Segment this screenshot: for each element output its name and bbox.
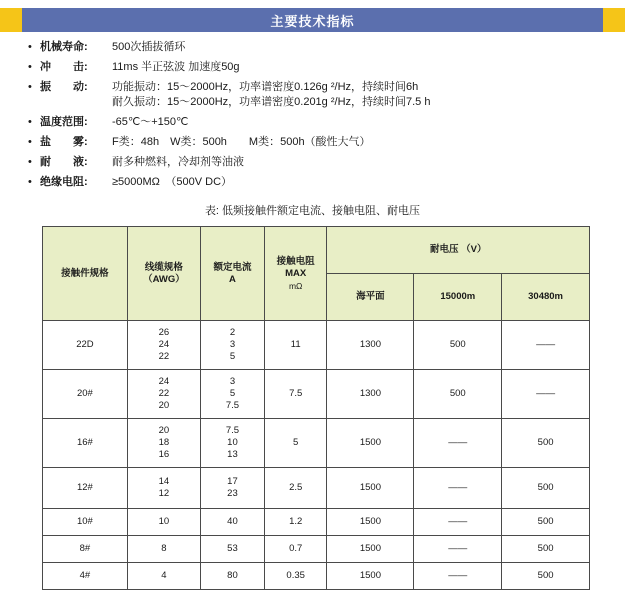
current-value: 3 (229, 376, 236, 387)
cell-altitude-15000m: 500 (414, 370, 502, 419)
table-header (43, 227, 590, 321)
spec-value-line-1: 功能振动：15～2000Hz，功率谱密度0.126g ²/Hz，持续时间6h (112, 81, 419, 93)
table-row (43, 419, 590, 468)
table-row (43, 468, 590, 509)
table-row (43, 509, 590, 536)
spec-value: ≥5000MΩ （500V DC） (112, 176, 233, 188)
cell-contact-spec: 8# (43, 536, 128, 563)
current-value: 7.5 (225, 425, 240, 436)
cell-wire-spec (127, 419, 200, 468)
spec-item-fluid-resistance (28, 155, 608, 170)
cell-rated-current (201, 370, 265, 419)
current-value: 5 (229, 388, 236, 399)
cell-contact-spec: 4# (43, 563, 128, 590)
cell-rated-current: 53 (201, 536, 265, 563)
cell-contact-resistance: 1.2 (264, 509, 327, 536)
spec-value: F类：48h W类：500h M类：500h（酸性大气） (112, 136, 371, 148)
cell-contact-resistance: 11 (264, 321, 327, 370)
cell-contact-spec: 12# (43, 468, 128, 509)
cell-altitude-15000m: —— (414, 536, 502, 563)
cell-rated-current (201, 321, 265, 370)
cell-contact-resistance: 7.5 (264, 370, 327, 419)
cell-wire-spec (127, 468, 200, 509)
cell-contact-resistance: 5 (264, 419, 327, 468)
cell-rated-current: 80 (201, 563, 265, 590)
table-row (43, 321, 590, 370)
cell-contact-spec: 16# (43, 419, 128, 468)
bullet-icon: • (28, 156, 32, 168)
current-values (202, 425, 263, 461)
bullet-icon: • (28, 61, 32, 73)
cell-rated-current (201, 468, 265, 509)
spec-label: 振 动: (40, 81, 88, 93)
wire-value: 24 (158, 376, 170, 387)
spec-label: 绝缘电阻: (40, 176, 88, 188)
spec-value: 11ms 半正弦波 加速度50g (112, 61, 240, 73)
section-header-banner (0, 8, 625, 32)
cell-altitude-30480m: 500 (502, 509, 590, 536)
wire-value: 24 (158, 339, 170, 350)
cell-altitude-30480m: 500 (502, 468, 590, 509)
spec-value: -65℃～+150℃ (112, 116, 189, 128)
banner-left-accent (0, 8, 22, 32)
table-caption: 表: 低频接触件额定电流、接触电阻、耐电压 (204, 205, 421, 217)
current-value: 7.5 (225, 400, 240, 411)
cell-rated-current (201, 419, 265, 468)
wire-values (129, 476, 199, 500)
spec-label: 冲 击: (40, 61, 88, 73)
cell-altitude-30480m: 500 (502, 419, 590, 468)
wire-spec-lines (129, 262, 199, 286)
bullet-icon: • (28, 176, 32, 188)
cell-altitude-30480m: —— (502, 321, 590, 370)
spec-item-mechanical-life (28, 40, 608, 55)
cell-sea-level: 1500 (327, 536, 414, 563)
current-value: 10 (227, 437, 238, 448)
spec-value: 500次插拔循环 (112, 41, 186, 53)
col-header-contact-spec: 接触件规格 (43, 227, 128, 321)
table-row (43, 370, 590, 419)
wire-value: 14 (158, 476, 170, 487)
cell-sea-level: 1500 (327, 468, 414, 509)
cell-sea-level: 1500 (327, 509, 414, 536)
current-value: 3 (229, 339, 236, 350)
current-value: 2 (229, 327, 236, 338)
bullet-icon: • (28, 136, 32, 148)
cell-altitude-30480m: 500 (502, 536, 590, 563)
wire-spec-line-1: 线缆规格 (144, 261, 183, 273)
wire-value: 26 (158, 327, 170, 338)
spec-value-group (112, 80, 608, 110)
contact-resistance-line-1: 接触电阻 (276, 255, 315, 267)
current-value: 23 (227, 488, 238, 499)
wire-value: 22 (158, 388, 170, 399)
wire-value: 18 (158, 437, 170, 448)
col-header-sea-level: 海平面 (327, 274, 414, 321)
cell-altitude-15000m: —— (414, 563, 502, 590)
wire-value: 20 (158, 400, 170, 411)
cell-wire-spec: 8 (127, 536, 200, 563)
table-header-row (43, 227, 590, 274)
spec-item-salt-spray (28, 135, 608, 150)
current-values (202, 476, 263, 500)
bullet-icon: • (28, 116, 32, 128)
cell-rated-current: 40 (201, 509, 265, 536)
current-values (202, 327, 263, 363)
cell-altitude-15000m: —— (414, 419, 502, 468)
current-value: 13 (227, 449, 238, 460)
cell-altitude-30480m: 500 (502, 563, 590, 590)
wire-spec-line-2: （AWG） (143, 273, 185, 285)
cell-sea-level: 1500 (327, 419, 414, 468)
rated-current-line-1: 额定电流 (213, 261, 252, 273)
col-header-altitude-15000m: 15000m (414, 274, 502, 321)
cell-altitude-15000m: —— (414, 468, 502, 509)
cell-altitude-15000m: 500 (414, 321, 502, 370)
wire-value: 20 (158, 425, 170, 436)
wire-value: 16 (158, 449, 170, 460)
spec-item-insulation-resistance (28, 175, 608, 190)
table-body (43, 321, 590, 590)
cell-wire-spec (127, 370, 200, 419)
contact-resistance-lines (266, 256, 326, 292)
col-header-withstand-voltage: 耐电压 （V） (327, 227, 590, 274)
spec-item-vibration (28, 80, 608, 110)
col-header-altitude-30480m: 30480m (502, 274, 590, 321)
spec-item-shock (28, 60, 608, 75)
spec-label: 机械寿命: (40, 41, 88, 53)
low-frequency-contact-table (42, 226, 590, 590)
wire-value: 22 (158, 351, 170, 362)
spec-value-line-2: 耐久振动：15～2000Hz，功率谱密度0.201g ²/Hz，持续时间7.5 h (112, 96, 431, 108)
spec-table-container (42, 226, 590, 590)
cell-contact-spec: 20# (43, 370, 128, 419)
current-value: 17 (227, 476, 238, 487)
page-title: 主要技术指标 (270, 13, 355, 29)
banner-right-accent (603, 8, 625, 32)
cell-contact-resistance: 0.7 (264, 536, 327, 563)
rated-current-lines (202, 262, 263, 286)
contact-resistance-line-2: MAX (285, 267, 307, 279)
cell-altitude-30480m: —— (502, 370, 590, 419)
cell-contact-resistance: 0.35 (264, 563, 327, 590)
col-header-rated-current (201, 227, 265, 321)
cell-sea-level: 1300 (327, 321, 414, 370)
banner-center (22, 8, 603, 32)
bullet-icon: • (28, 41, 32, 53)
cell-contact-spec: 10# (43, 509, 128, 536)
cell-wire-spec (127, 321, 200, 370)
table-row (43, 563, 590, 590)
spec-label: 盐 雾: (40, 136, 88, 148)
rated-current-line-2: A (229, 273, 236, 285)
contact-resistance-line-3: mΩ (288, 280, 303, 291)
specification-list (28, 40, 608, 195)
spec-item-temperature-range (28, 115, 608, 130)
cell-wire-spec: 10 (127, 509, 200, 536)
wire-values (129, 327, 199, 363)
wire-values (129, 376, 199, 412)
cell-sea-level: 1500 (327, 563, 414, 590)
col-header-contact-resistance (264, 227, 327, 321)
wire-values (129, 425, 199, 461)
spec-value: 耐多种燃料，冷却剂等油液 (112, 156, 244, 168)
col-header-wire-spec (127, 227, 200, 321)
cell-wire-spec: 4 (127, 563, 200, 590)
current-value: 5 (229, 351, 236, 362)
cell-altitude-15000m: —— (414, 509, 502, 536)
table-row (43, 536, 590, 563)
cell-sea-level: 1300 (327, 370, 414, 419)
wire-value: 12 (158, 488, 170, 499)
bullet-icon: • (28, 81, 32, 93)
cell-contact-spec: 22D (43, 321, 128, 370)
cell-contact-resistance: 2.5 (264, 468, 327, 509)
spec-label: 温度范围: (40, 116, 88, 128)
spec-label: 耐 液: (40, 156, 88, 168)
current-values (202, 376, 263, 412)
